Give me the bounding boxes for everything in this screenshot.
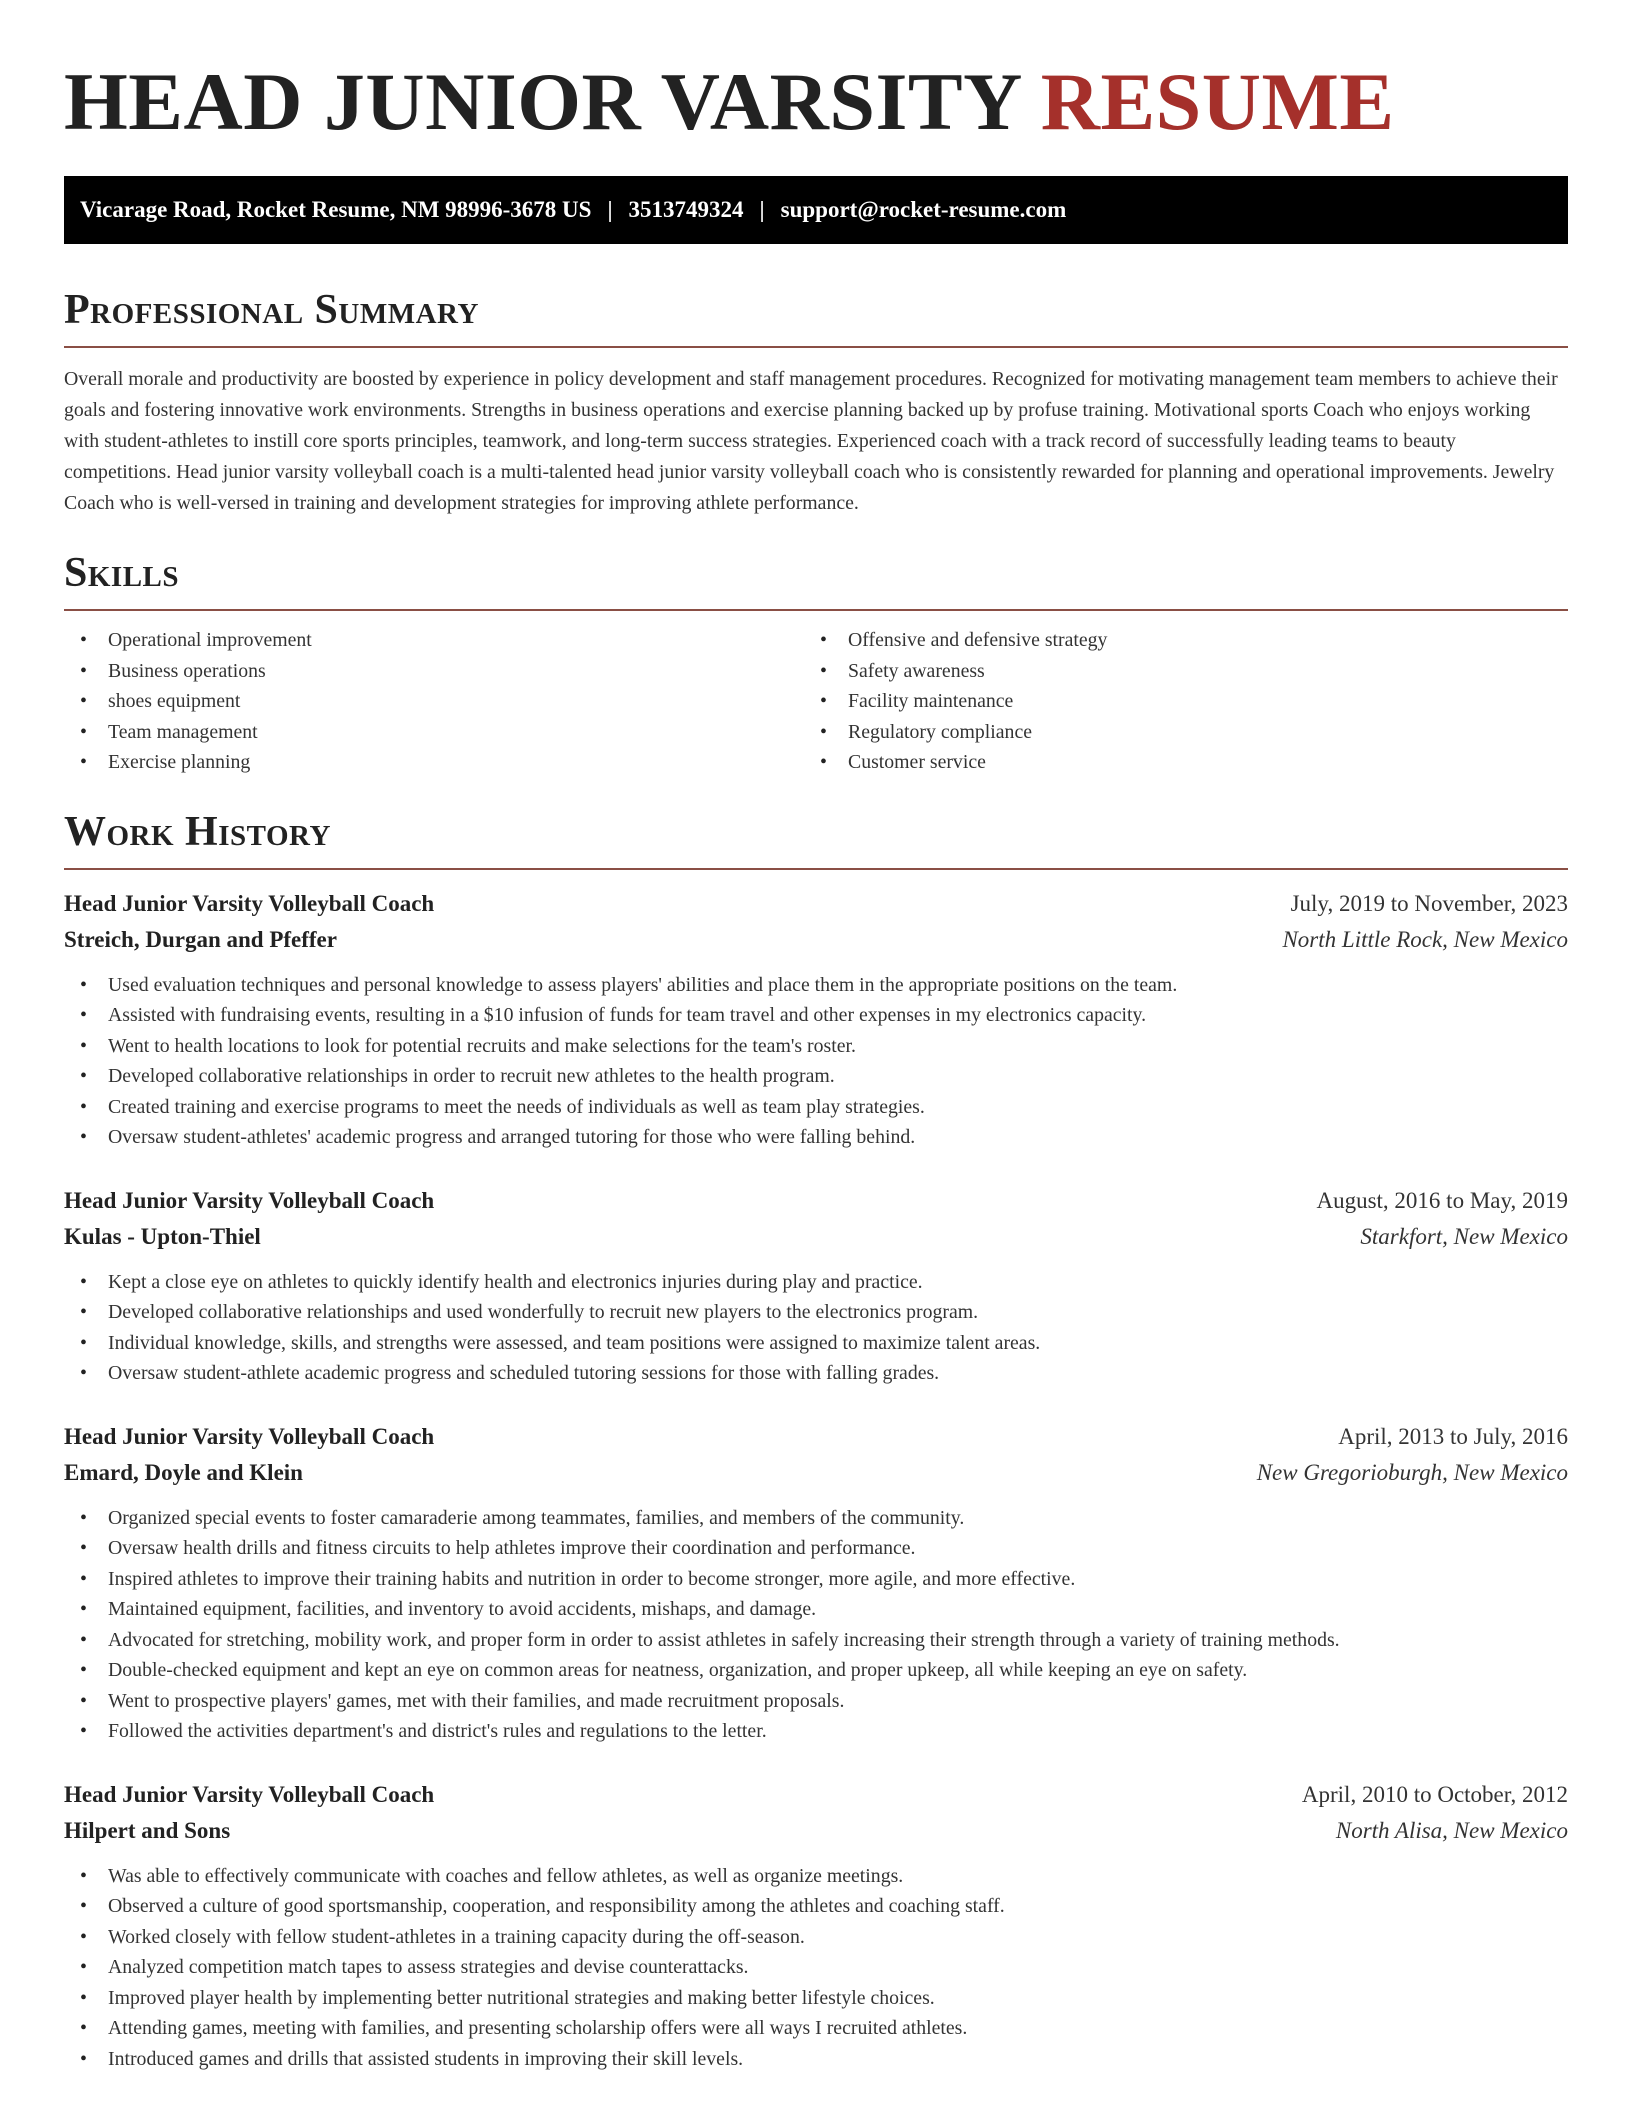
job-duty: • Was able to effectively communicate with coaches and fellow athletes, as well as organize meetings. bbox=[64, 1861, 1568, 1892]
job-duty: • Maintained equipment, facilities, and inventory to avoid accidents, mishaps, and damage. bbox=[64, 1594, 1568, 1625]
job-duty: • Advocated for stretching, mobility work, and proper form in order to assist athletes in safely increasing their strength through a variety of training methods. bbox=[64, 1625, 1568, 1656]
contact-address: Vicarage Road, Rocket Resume, NM 98996-3678 US bbox=[80, 197, 592, 222]
job-header-row bbox=[64, 1777, 1568, 1813]
skill-item: • Team management bbox=[64, 717, 804, 748]
skill-item: • shoes equipment bbox=[64, 686, 804, 717]
job-dates: July, 2019 to November, 2023 bbox=[1290, 890, 1568, 916]
section-heading-summary: Professional Summary bbox=[64, 287, 479, 333]
resume-title bbox=[64, 52, 1568, 152]
job-duty: • Went to prospective players' games, met with their families, and made recruitment proposals. bbox=[64, 1686, 1568, 1717]
job-location: Starkfort, New Mexico bbox=[1360, 1223, 1568, 1249]
skill-item: • Safety awareness bbox=[804, 656, 1544, 687]
job-duties-list bbox=[64, 1503, 1568, 1747]
skill-item: • Business operations bbox=[64, 656, 804, 687]
job-duty: • Oversaw student-athlete academic progress and scheduled tutoring sessions for those with falling grades. bbox=[64, 1358, 1568, 1389]
job-company-row bbox=[64, 1813, 1568, 1849]
contact-email: support@rocket-resume.com bbox=[780, 197, 1067, 222]
job-location: New Gregorioburgh, New Mexico bbox=[1256, 1459, 1568, 1485]
contact-bar bbox=[64, 176, 1568, 244]
skills-column-right bbox=[804, 625, 1544, 778]
skills-column-left bbox=[64, 625, 804, 778]
job-duty: • Analyzed competition match tapes to assess strategies and devise counterattacks. bbox=[64, 1952, 1568, 1983]
summary-text: Overall morale and productivity are boosted by experience in policy development and staff management procedures. Recognized for motivating management team members to achieve their goals and fostering innovative work environments. Strengths in business operations and exercise planning backed up by profuse training. Motivational sports Coach who enjoys working with student-athletes to instill core sports principles, teamwork, and long-term success strategies. Experienced coach with a track record of successfully leading teams to beauty competitions. Head junior varsity volleyball coach is a multi-talented head junior varsity volleyball coach who is consistently rewarded for planning and operational improvements. Jewelry Coach who is well-versed in training and development strategies for improving athlete performance. bbox=[64, 368, 1558, 514]
job-company: Emard, Doyle and Klein bbox=[64, 1459, 303, 1485]
job-header-row bbox=[64, 1419, 1568, 1455]
skill-item: • Offensive and defensive strategy bbox=[804, 625, 1544, 656]
job-duty: • Double-checked equipment and kept an eye on common areas for neatness, organization, and proper upkeep, all while keeping an eye on safety. bbox=[64, 1655, 1568, 1686]
skill-item: • Operational improvement bbox=[64, 625, 804, 656]
job-duty: • Worked closely with fellow student-athletes in a training capacity during the off-season. bbox=[64, 1922, 1568, 1953]
job-duty: • Developed collaborative relationships in order to recruit new athletes to the health program. bbox=[64, 1061, 1568, 1092]
job-title: Head Junior Varsity Volleyball Coach bbox=[64, 1781, 435, 1807]
job-duty: • Developed collaborative relationships and used wonderfully to recruit new players to the electronics program. bbox=[64, 1297, 1568, 1328]
job-duty: • Oversaw student-athletes' academic progress and arranged tutoring for those who were falling behind. bbox=[64, 1122, 1568, 1153]
section-heading-skills: Skills bbox=[64, 550, 180, 596]
job-duties-list bbox=[64, 1861, 1568, 2075]
contact-separator: | bbox=[607, 197, 613, 222]
job-entry bbox=[64, 886, 1568, 1153]
job-company: Streich, Durgan and Pfeffer bbox=[64, 926, 337, 952]
job-header-row bbox=[64, 886, 1568, 922]
section-heading-work-history: Work History bbox=[64, 808, 331, 855]
job-location: North Alisa, New Mexico bbox=[1335, 1817, 1568, 1843]
job-company: Kulas - Upton-Thiel bbox=[64, 1223, 261, 1249]
job-duty: • Attending games, meeting with families, and presenting scholarship offers were all ways I recruited athletes. bbox=[64, 2013, 1568, 2044]
skills-grid bbox=[64, 625, 1568, 778]
contact-separator: | bbox=[759, 197, 765, 222]
job-duty: • Observed a culture of good sportsmanship, cooperation, and responsibility among the athletes and coaching staff. bbox=[64, 1891, 1568, 1922]
job-duty: • Oversaw health drills and fitness circuits to help athletes improve their coordination and performance. bbox=[64, 1533, 1568, 1564]
job-title: Head Junior Varsity Volleyball Coach bbox=[64, 890, 435, 916]
job-duties-list bbox=[64, 1267, 1568, 1389]
skill-item: • Exercise planning bbox=[64, 747, 804, 778]
work-history-section bbox=[64, 806, 1568, 2075]
skill-item: • Facility maintenance bbox=[804, 686, 1544, 717]
job-dates: April, 2013 to July, 2016 bbox=[1338, 1423, 1568, 1449]
contact-phone: 3513749324 bbox=[628, 197, 744, 222]
skills-section bbox=[64, 547, 1568, 778]
professional-summary-section bbox=[64, 284, 1568, 519]
job-company-row bbox=[64, 1219, 1568, 1255]
job-location: North Little Rock, New Mexico bbox=[1282, 926, 1568, 952]
skill-item: • Regulatory compliance bbox=[804, 717, 1544, 748]
job-duty: • Inspired athletes to improve their training habits and nutrition in order to become stronger, more agile, and more effective. bbox=[64, 1564, 1568, 1595]
job-title: Head Junior Varsity Volleyball Coach bbox=[64, 1423, 435, 1449]
skill-item: • Customer service bbox=[804, 747, 1544, 778]
section-divider bbox=[64, 609, 1568, 611]
job-duty: • Individual knowledge, skills, and strengths were assessed, and team positions were assigned to maximize talent areas. bbox=[64, 1328, 1568, 1359]
job-duty: • Used evaluation techniques and personal knowledge to assess players' abilities and place them in the appropriate positions on the team. bbox=[64, 970, 1568, 1001]
job-company: Hilpert and Sons bbox=[64, 1817, 231, 1843]
job-duties-list bbox=[64, 970, 1568, 1153]
job-entry bbox=[64, 1419, 1568, 1747]
job-dates: April, 2010 to October, 2012 bbox=[1301, 1781, 1568, 1807]
job-company-row bbox=[64, 922, 1568, 958]
job-duty: • Organized special events to foster camaraderie among teammates, families, and members of the community. bbox=[64, 1503, 1568, 1534]
title-main: HEAD JUNIOR VARSITY bbox=[64, 56, 1020, 147]
job-entry bbox=[64, 1183, 1568, 1389]
job-duty: • Introduced games and drills that assisted students in improving their skill levels. bbox=[64, 2044, 1568, 2075]
job-duty: • Assisted with fundraising events, resulting in a $10 infusion of funds for team travel and other expenses in my electronics capacity. bbox=[64, 1000, 1568, 1031]
job-company-row bbox=[64, 1455, 1568, 1491]
job-title: Head Junior Varsity Volleyball Coach bbox=[64, 1187, 435, 1213]
section-divider bbox=[64, 868, 1568, 870]
job-duty: • Followed the activities department's and district's rules and regulations to the letter. bbox=[64, 1716, 1568, 1747]
job-dates: August, 2016 to May, 2019 bbox=[1316, 1187, 1568, 1213]
job-duty: • Created training and exercise programs to meet the needs of individuals as well as team play strategies. bbox=[64, 1092, 1568, 1123]
job-duty: • Kept a close eye on athletes to quickly identify health and electronics injuries during play and practice. bbox=[64, 1267, 1568, 1298]
job-duty: • Improved player health by implementing better nutritional strategies and making better lifestyle choices. bbox=[64, 1983, 1568, 2014]
job-duty: • Went to health locations to look for potential recruits and make selections for the team's roster. bbox=[64, 1031, 1568, 1062]
job-header-row bbox=[64, 1183, 1568, 1219]
section-divider bbox=[64, 346, 1568, 348]
job-entry bbox=[64, 1777, 1568, 2075]
title-accent: RESUME bbox=[1040, 56, 1395, 147]
